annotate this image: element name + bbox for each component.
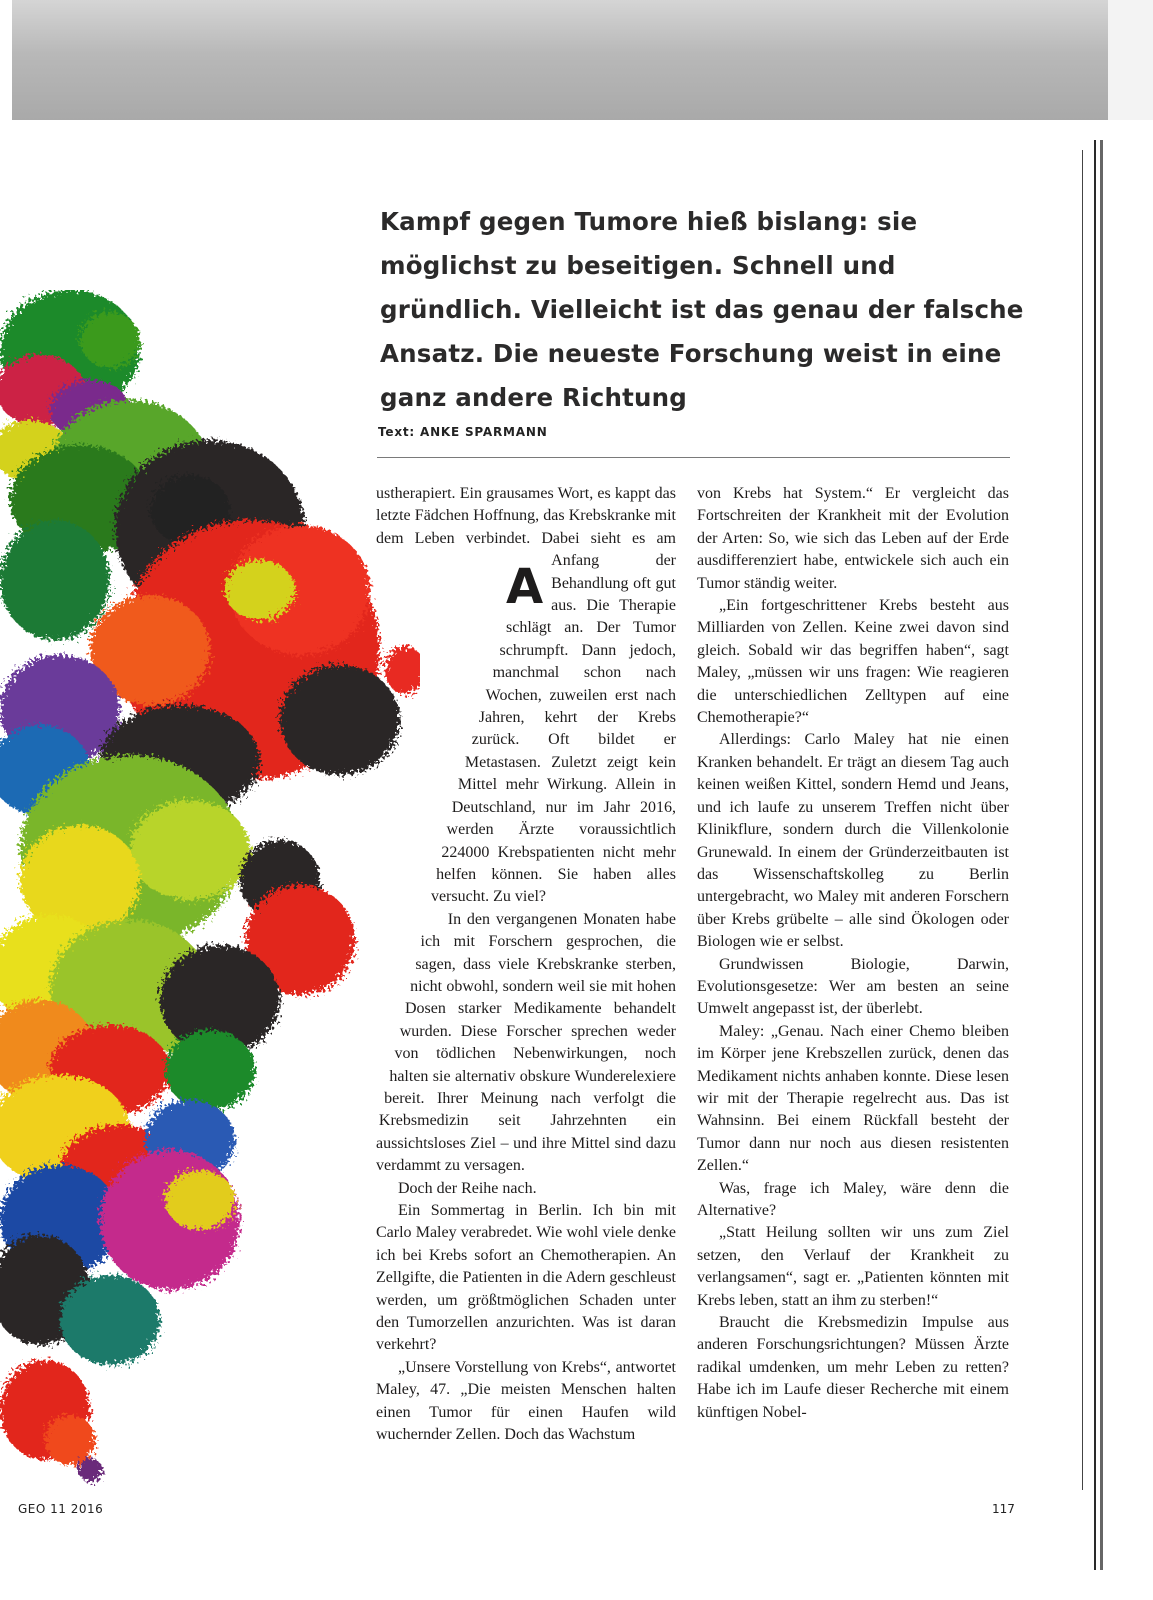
scan-edge-line: [1082, 150, 1083, 1490]
article-paragraph: von Krebs hat System.“ Er vergleicht das Fortschreiten der Krankheit mit der Evolution der Arten: So, wie sich das Leben auf der Erde ausdifferenziert habe, entwickele sich auch ein Tumor ständig weiter.: [697, 485, 1009, 592]
article-paragraph: Maley: „Genau. Nach einer Chemo bleiben im Körper jene Krebszellen zurück, denen das Medikament nichts anhaben konnte. Diese lesen wir mit der Therapie regelrecht aus. Das ist Wahnsinn. Bei einem Rückfall besteht der Tumor dann nur noch aus diesen resistenten Zellen.“: [697, 1022, 1009, 1175]
article-paragraph: Ein Sommertag in Berlin. Ich bin mit Carlo Maley verabredet. Wie wohl viele denke ich bei Krebs sofort an Chemotherapien. An Zellgifte, die Patienten in die Adern geschleust werden, um größtmöglichen Schaden unter den Tumorzellen anzurichten. Was ist daran verkehrt?: [376, 1202, 676, 1354]
article-paragraph: „Statt Heilung sollten wir uns zum Ziel setzen, den Verlauf der Krankheit zu verlangsamen“, sagt er. „Patienten könnten mit Krebs leben, statt an ihm zu sterben!“: [697, 1224, 1009, 1309]
article-headline: Kampf gegen Tumore hieß bislang: sie möglichst zu beseitigen. Schnell und gründlich. Vielleicht ist das genau der falsche Ansatz. Die neueste Forschung weist in eine ganz andere Richtung: [380, 207, 1024, 412]
issue-label: GEO 11 2016: [18, 1502, 104, 1516]
article-paragraph: Allerdings: Carlo Maley hat nie einen Kranken behandelt. Er trägt an diesem Tag auch keinen weißen Kittel, sondern Hemd und Jeans, und ich laufe zu unserem Treffen nicht über Klinikflure, sondern durch die Villenkolonie Grunewald. In einem der Gründerzeitbauten ist das Wissenschaftskolleg zu Berlin untergebracht, wo Maley mit anderen Forschern über Krebs grübelte – alle sind Ökologen oder Biologen wie er selbst.: [697, 731, 1009, 951]
page-number: 117: [992, 1502, 1015, 1516]
tumor-cell-illustration: [0, 290, 420, 1520]
author-byline: Text: ANKE SPARMANN: [378, 425, 548, 439]
article-paragraph: „Unsere Vorstellung von Krebs“, antwortet Maley, 47. „Die meisten Menschen halten einen Tumor für einen Haufen wild wuchernder Zellen. Doch das Wachstum: [376, 1358, 676, 1444]
article-column-2: [697, 483, 1009, 1424]
scan-edge-line: [1100, 140, 1103, 1570]
article-paragraph: „Ein fortgeschrittener Krebs besteht aus Milliarden von Zellen. Keine zwei davon sind gleich. Sobald wir das begriffen haben“, sagt Maley, „müssen wir uns fragen: Wie reagieren die unterschiedlichen Zelltypen auf eine Chemotherapie?“: [697, 597, 1009, 727]
article-paragraph: Braucht die Krebsmedizin Impulse aus anderen Forschungsrichtungen? Müssen Ärzte radikal umdenken, um mehr Leben zu retten? Habe ich im Laufe dieser Recherche mit einem künftigen Nobel-: [697, 1314, 1009, 1421]
article-paragraph: A ustherapiert. Ein grausames Wort, es kappt das letzte Fädchen Hoffnung, das Krebskranke mit dem Leben verbindet. Dabei sieht es am Anfang der Behandlung oft gut aus. Die Therapie schlägt an. Der Tumor schrumpft. Dann jedoch, manchmal schon nach Wochen, zuweilen erst nach Jahren, kehrt der Krebs zurück. Oft bildet er Metastasen. Zuletzt zeigt kein Mittel mehr Wirkung. Allein in Deutschland, nur im Jahr 2016, werden Ärzte voraussichtlich 224000 Krebspatienten nicht mehr helfen können. Sie haben alles versucht. Zu viel?: [376, 485, 676, 906]
byline-rule: [377, 457, 1010, 458]
scan-top-bar: [12, 0, 1108, 120]
article-column-1: [376, 483, 676, 1446]
scan-top-margin: [1108, 0, 1153, 120]
scan-edge-line: [1094, 140, 1096, 1570]
article-paragraph: Doch der Reihe nach.: [398, 1179, 537, 1197]
article-paragraph: Was, frage ich Maley, wäre denn die Alternative?: [697, 1179, 1009, 1219]
article-paragraph: Grundwissen Biologie, Darwin, Evolutionsgesetze: Wer am besten an seine Umwelt angepasst ist, der überlebt.: [697, 955, 1009, 1018]
drop-cap: A: [506, 559, 544, 615]
article-paragraph: In den vergangenen Monaten habe ich mit Forschern gesprochen, die sagen, dass viele Krebskranke sterben, nicht obwohl, sondern weil sie mit hohen Dosen starker Medikamente behandelt wurden. Diese Forscher sprechen weder von tödlichen Nebenwirkungen, noch halten sie alternativ obskure Wunderelexiere bereit. Ihrer Meinung nach verfolgt die Krebsmedizin seit Jahrzehnten ein aussichtsloses Ziel – und ihre Mittel sind dazu verdammt zu versagen.: [376, 910, 676, 1175]
